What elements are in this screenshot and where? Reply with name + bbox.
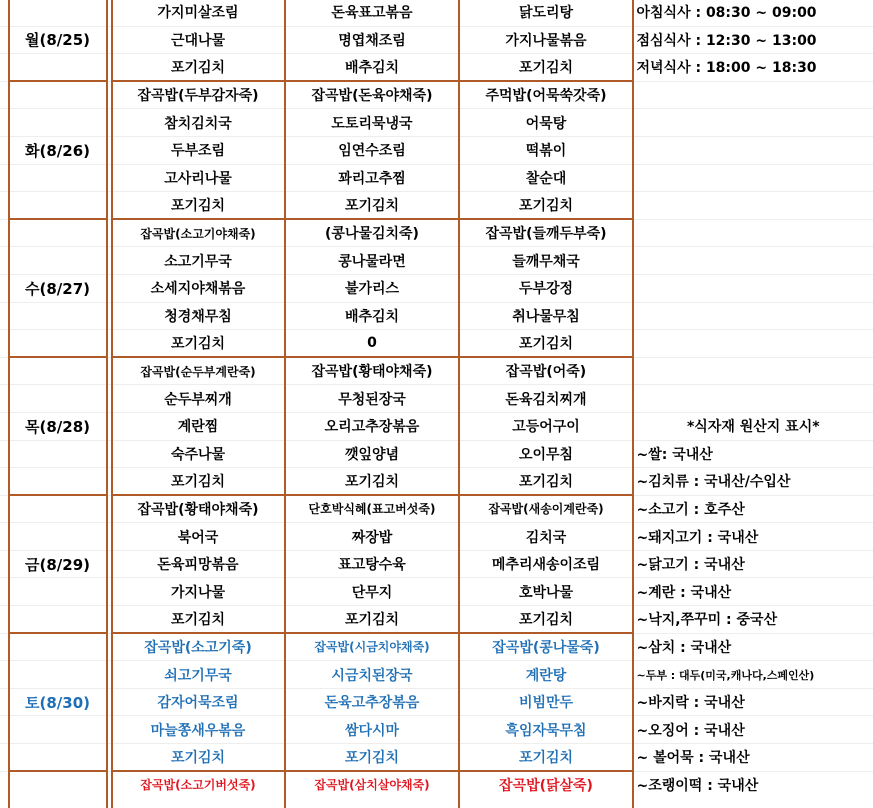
side-note-cell: ~쌀: 국내산	[633, 440, 873, 468]
meal-row	[0, 357, 873, 385]
side-note-cell: *식자재 원산지 표시*	[633, 412, 873, 440]
day-label-cell	[8, 744, 107, 772]
dinner-cell: 떡볶이	[459, 136, 633, 164]
column-divider	[458, 633, 460, 771]
dinner-cell: 잡곡밥(콩나물죽)	[459, 633, 633, 661]
breakfast-cell: 두부조림	[111, 136, 285, 164]
dinner-cell: 돈육김치찌개	[459, 385, 633, 413]
block-top-border	[8, 632, 107, 634]
day-label-cell: 월(8/25)	[8, 26, 107, 54]
lunch-cell: 짜장밥	[285, 523, 459, 551]
day-label-cell: 토(8/30)	[8, 688, 107, 716]
lunch-cell: 도토리묵냉국	[285, 109, 459, 137]
side-note-cell: ~조랭이떡 : 국내산	[633, 771, 873, 798]
block-right-border	[106, 495, 108, 633]
breakfast-cell: 포기김치	[111, 54, 285, 82]
block-right-border	[106, 0, 108, 81]
lunch-cell: 잡곡밥(삼치살야채죽)	[285, 771, 459, 798]
block-top-border	[8, 770, 107, 772]
row-margin	[0, 578, 8, 606]
day-label-cell: 목(8/28)	[8, 412, 107, 440]
side-note-cell	[633, 81, 873, 109]
lunch-cell: 포기김치	[285, 468, 459, 496]
row-margin	[0, 136, 8, 164]
row-margin	[0, 633, 8, 661]
row-margin	[0, 81, 8, 109]
breakfast-cell: 순두부찌개	[111, 385, 285, 413]
row-margin	[0, 606, 8, 634]
block-right-border	[106, 771, 108, 808]
column-divider	[458, 771, 460, 808]
day-label-cell	[8, 81, 107, 109]
day-label-cell	[8, 440, 107, 468]
meal-row	[0, 164, 873, 192]
breakfast-cell: 포기김치	[111, 330, 285, 358]
dinner-cell: 오이무침	[459, 440, 633, 468]
block-left-border	[111, 771, 113, 808]
meal-row	[0, 606, 873, 634]
lunch-cell: 0	[285, 330, 459, 358]
block-top-border	[111, 632, 633, 634]
day-label-cell	[8, 495, 107, 523]
side-note-cell: 저녁식사 : 18:00 ~ 18:30	[633, 54, 873, 82]
meal-row	[0, 468, 873, 496]
breakfast-cell: 잡곡밥(순두부계란죽)	[111, 357, 285, 385]
dinner-cell: 주먹밥(어묵쑥갓죽)	[459, 81, 633, 109]
lunch-cell: 깻잎양념	[285, 440, 459, 468]
block-right-border	[106, 633, 108, 771]
dinner-cell: 포기김치	[459, 744, 633, 772]
block-top-border	[111, 218, 633, 220]
column-divider	[284, 771, 286, 808]
meal-row	[0, 330, 873, 358]
lunch-cell: 포기김치	[285, 744, 459, 772]
day-label-cell	[8, 302, 107, 330]
breakfast-cell: 돈육피망볶음	[111, 550, 285, 578]
column-divider	[284, 357, 286, 495]
side-note-cell	[633, 357, 873, 385]
day-label-cell	[8, 578, 107, 606]
breakfast-cell: 포기김치	[111, 606, 285, 634]
row-margin	[0, 302, 8, 330]
dinner-cell: 김치국	[459, 523, 633, 551]
lunch-cell: 무청된장국	[285, 385, 459, 413]
row-margin	[0, 385, 8, 413]
row-margin	[0, 661, 8, 689]
meal-row	[0, 688, 873, 716]
block-left-border	[8, 0, 10, 81]
block-right-border	[632, 219, 634, 357]
side-note-cell: ~ 볼어묵 : 국내산	[633, 744, 873, 772]
block-right-border	[106, 357, 108, 495]
block-left-border	[111, 495, 113, 633]
block-left-border	[8, 771, 10, 808]
block-right-border	[632, 357, 634, 495]
side-note-cell	[633, 164, 873, 192]
meal-row	[0, 385, 873, 413]
row-margin	[0, 468, 8, 496]
side-note-cell: ~닭고기 : 국내산	[633, 550, 873, 578]
lunch-cell: 콩나물라면	[285, 247, 459, 275]
breakfast-cell: 가지나물	[111, 578, 285, 606]
day-label-cell	[8, 771, 107, 798]
meal-row	[0, 440, 873, 468]
block-right-border	[106, 219, 108, 357]
meal-row	[0, 716, 873, 744]
side-note-cell	[633, 330, 873, 358]
block-left-border	[8, 633, 10, 771]
day-label-cell	[8, 54, 107, 82]
side-note-cell: ~김치류 : 국내산/수입산	[633, 468, 873, 496]
block-right-border	[632, 81, 634, 219]
row-margin	[0, 412, 8, 440]
block-top-border	[111, 80, 633, 82]
block-right-border	[632, 495, 634, 633]
breakfast-cell: 계란찜	[111, 412, 285, 440]
day-label-cell	[8, 247, 107, 275]
block-right-border	[632, 633, 634, 771]
block-top-border	[111, 494, 633, 496]
day-label-cell	[8, 606, 107, 634]
lunch-cell: 포기김치	[285, 606, 459, 634]
day-label-cell	[8, 357, 107, 385]
lunch-cell: 명엽채조림	[285, 26, 459, 54]
day-label-cell: 금(8/29)	[8, 550, 107, 578]
breakfast-cell: 근대나물	[111, 26, 285, 54]
breakfast-cell: 포기김치	[111, 744, 285, 772]
row-margin	[0, 330, 8, 358]
meal-row	[0, 661, 873, 689]
dinner-cell: 포기김치	[459, 54, 633, 82]
day-label-cell: 수(8/27)	[8, 274, 107, 302]
block-top-border	[111, 770, 633, 772]
side-note-cell: ~오징어 : 국내산	[633, 716, 873, 744]
dinner-cell: 두부강정	[459, 274, 633, 302]
lunch-cell: 단호박식혜(표고버섯죽)	[285, 495, 459, 523]
breakfast-cell: 가지미살조림	[111, 0, 285, 26]
breakfast-cell: 포기김치	[111, 468, 285, 496]
side-note-cell	[633, 385, 873, 413]
block-top-border	[8, 494, 107, 496]
breakfast-cell: 잡곡밥(소고기죽)	[111, 633, 285, 661]
side-note-cell	[633, 192, 873, 220]
side-note-cell: 점심식사 : 12:30 ~ 13:00	[633, 26, 873, 54]
block-left-border	[111, 219, 113, 357]
row-margin	[0, 164, 8, 192]
dinner-cell: 닭도리탕	[459, 0, 633, 26]
day-label-cell	[8, 523, 107, 551]
dinner-cell: 잡곡밥(어죽)	[459, 357, 633, 385]
day-label-cell	[8, 219, 107, 247]
day-label-cell	[8, 716, 107, 744]
lunch-cell: 돈육고추장볶음	[285, 688, 459, 716]
meal-row	[0, 274, 873, 302]
block-left-border	[111, 81, 113, 219]
lunch-cell: 불가리스	[285, 274, 459, 302]
dinner-cell: 메추리새송이조림	[459, 550, 633, 578]
side-note-cell: 아침식사 : 08:30 ~ 09:00	[633, 0, 873, 26]
meal-row	[0, 26, 873, 54]
dinner-cell: 포기김치	[459, 468, 633, 496]
breakfast-cell: 잡곡밥(황태야채죽)	[111, 495, 285, 523]
side-note-cell: ~바지락 : 국내산	[633, 688, 873, 716]
lunch-cell: (콩나물김치죽)	[285, 219, 459, 247]
lunch-cell: 단무지	[285, 578, 459, 606]
meal-row	[0, 771, 873, 798]
row-margin	[0, 109, 8, 137]
row-margin	[0, 247, 8, 275]
meal-row	[0, 136, 873, 164]
block-top-border	[8, 80, 107, 82]
breakfast-cell: 잡곡밥(두부감자죽)	[111, 81, 285, 109]
side-note-cell: ~돼지고기 : 국내산	[633, 523, 873, 551]
dinner-cell: 호박나물	[459, 578, 633, 606]
side-note-cell: ~두부 : 대두(미국,캐나다,스페인산)	[633, 661, 873, 689]
side-note-cell: ~계란 : 국내산	[633, 578, 873, 606]
row-margin	[0, 274, 8, 302]
block-top-border	[8, 356, 107, 358]
lunch-cell: 임연수조림	[285, 136, 459, 164]
dinner-cell: 찰순대	[459, 164, 633, 192]
meal-row	[0, 550, 873, 578]
day-label-cell	[8, 0, 107, 26]
breakfast-cell: 소세지야채볶음	[111, 274, 285, 302]
breakfast-cell: 숙주나물	[111, 440, 285, 468]
lunch-cell: 꽈리고추찜	[285, 164, 459, 192]
side-note-cell	[633, 219, 873, 247]
dinner-cell: 포기김치	[459, 330, 633, 358]
dinner-cell: 흑임자묵무침	[459, 716, 633, 744]
breakfast-cell: 고사리나물	[111, 164, 285, 192]
column-divider	[458, 219, 460, 357]
lunch-cell: 표고탕수육	[285, 550, 459, 578]
block-right-border	[632, 0, 634, 81]
meal-row	[0, 744, 873, 772]
meal-row	[0, 578, 873, 606]
lunch-cell: 배추김치	[285, 302, 459, 330]
day-label-cell: 화(8/26)	[8, 136, 107, 164]
row-margin	[0, 771, 8, 798]
day-label-cell	[8, 109, 107, 137]
row-margin	[0, 495, 8, 523]
dinner-cell: 잡곡밥(닭살죽)	[459, 771, 633, 798]
day-label-cell	[8, 661, 107, 689]
breakfast-cell: 마늘쫑새우볶음	[111, 716, 285, 744]
block-left-border	[8, 357, 10, 495]
row-margin	[0, 219, 8, 247]
side-note-cell	[633, 247, 873, 275]
side-note-cell	[633, 109, 873, 137]
meal-row	[0, 633, 873, 661]
lunch-cell: 시금치된장국	[285, 661, 459, 689]
column-divider	[284, 495, 286, 633]
lunch-cell: 잡곡밥(시금치야채죽)	[285, 633, 459, 661]
day-label-cell	[8, 330, 107, 358]
meal-row	[0, 247, 873, 275]
meal-row	[0, 192, 873, 220]
breakfast-cell: 북어국	[111, 523, 285, 551]
side-note-cell	[633, 302, 873, 330]
breakfast-cell: 참치김치국	[111, 109, 285, 137]
dinner-cell: 비빔만두	[459, 688, 633, 716]
block-left-border	[111, 0, 113, 81]
block-left-border	[8, 495, 10, 633]
meal-row	[0, 495, 873, 523]
dinner-cell: 고등어구이	[459, 412, 633, 440]
meal-row	[0, 302, 873, 330]
meal-row	[0, 412, 873, 440]
column-divider	[458, 0, 460, 81]
row-margin	[0, 523, 8, 551]
day-label-cell	[8, 385, 107, 413]
side-note-cell	[633, 136, 873, 164]
block-top-border	[8, 218, 107, 220]
row-margin	[0, 440, 8, 468]
row-margin	[0, 54, 8, 82]
row-margin	[0, 192, 8, 220]
column-divider	[284, 219, 286, 357]
meal-row	[0, 54, 873, 82]
row-margin	[0, 716, 8, 744]
column-divider	[284, 0, 286, 81]
row-margin	[0, 0, 8, 26]
day-label-cell	[8, 164, 107, 192]
breakfast-cell: 감자어묵조림	[111, 688, 285, 716]
side-note-cell: ~삼치 : 국내산	[633, 633, 873, 661]
day-label-cell	[8, 633, 107, 661]
lunch-cell: 돈육표고볶음	[285, 0, 459, 26]
dinner-cell: 잡곡밥(들깨두부죽)	[459, 219, 633, 247]
meal-row	[0, 0, 873, 26]
lunch-cell: 잡곡밥(돈육야채죽)	[285, 81, 459, 109]
lunch-cell: 잡곡밥(황태야채죽)	[285, 357, 459, 385]
meal-row	[0, 523, 873, 551]
lunch-cell: 쌈다시마	[285, 716, 459, 744]
side-note-cell	[633, 274, 873, 302]
dinner-cell: 어묵탕	[459, 109, 633, 137]
breakfast-cell: 포기김치	[111, 192, 285, 220]
dinner-cell: 가지나물볶음	[459, 26, 633, 54]
dinner-cell: 포기김치	[459, 192, 633, 220]
lunch-cell: 오리고추장볶음	[285, 412, 459, 440]
block-left-border	[8, 219, 10, 357]
dinner-cell: 포기김치	[459, 606, 633, 634]
block-left-border	[8, 81, 10, 219]
dinner-cell: 잡곡밥(새송이계란죽)	[459, 495, 633, 523]
day-label-cell	[8, 192, 107, 220]
breakfast-cell: 청경채무침	[111, 302, 285, 330]
block-left-border	[111, 357, 113, 495]
dinner-cell: 들깨무채국	[459, 247, 633, 275]
block-right-border	[106, 81, 108, 219]
side-note-cell: ~소고기 : 호주산	[633, 495, 873, 523]
meal-row	[0, 219, 873, 247]
block-top-border	[111, 356, 633, 358]
column-divider	[458, 495, 460, 633]
breakfast-cell: 잡곡밥(소고기버섯죽)	[111, 771, 285, 798]
day-label-cell	[8, 468, 107, 496]
breakfast-cell: 잡곡밥(소고기야채죽)	[111, 219, 285, 247]
meal-row	[0, 81, 873, 109]
breakfast-cell: 소고기무국	[111, 247, 285, 275]
row-margin	[0, 26, 8, 54]
side-note-cell: ~낙지,쭈꾸미 : 중국산	[633, 606, 873, 634]
block-left-border	[111, 633, 113, 771]
lunch-cell: 배추김치	[285, 54, 459, 82]
row-margin	[0, 550, 8, 578]
row-margin	[0, 357, 8, 385]
column-divider	[458, 81, 460, 219]
dinner-cell: 계란탕	[459, 661, 633, 689]
column-divider	[284, 633, 286, 771]
lunch-cell: 포기김치	[285, 192, 459, 220]
row-margin	[0, 744, 8, 772]
block-right-border	[632, 771, 634, 808]
dinner-cell: 취나물무침	[459, 302, 633, 330]
breakfast-cell: 쇠고기무국	[111, 661, 285, 689]
column-divider	[458, 357, 460, 495]
column-divider	[284, 81, 286, 219]
row-margin	[0, 688, 8, 716]
meal-row	[0, 109, 873, 137]
